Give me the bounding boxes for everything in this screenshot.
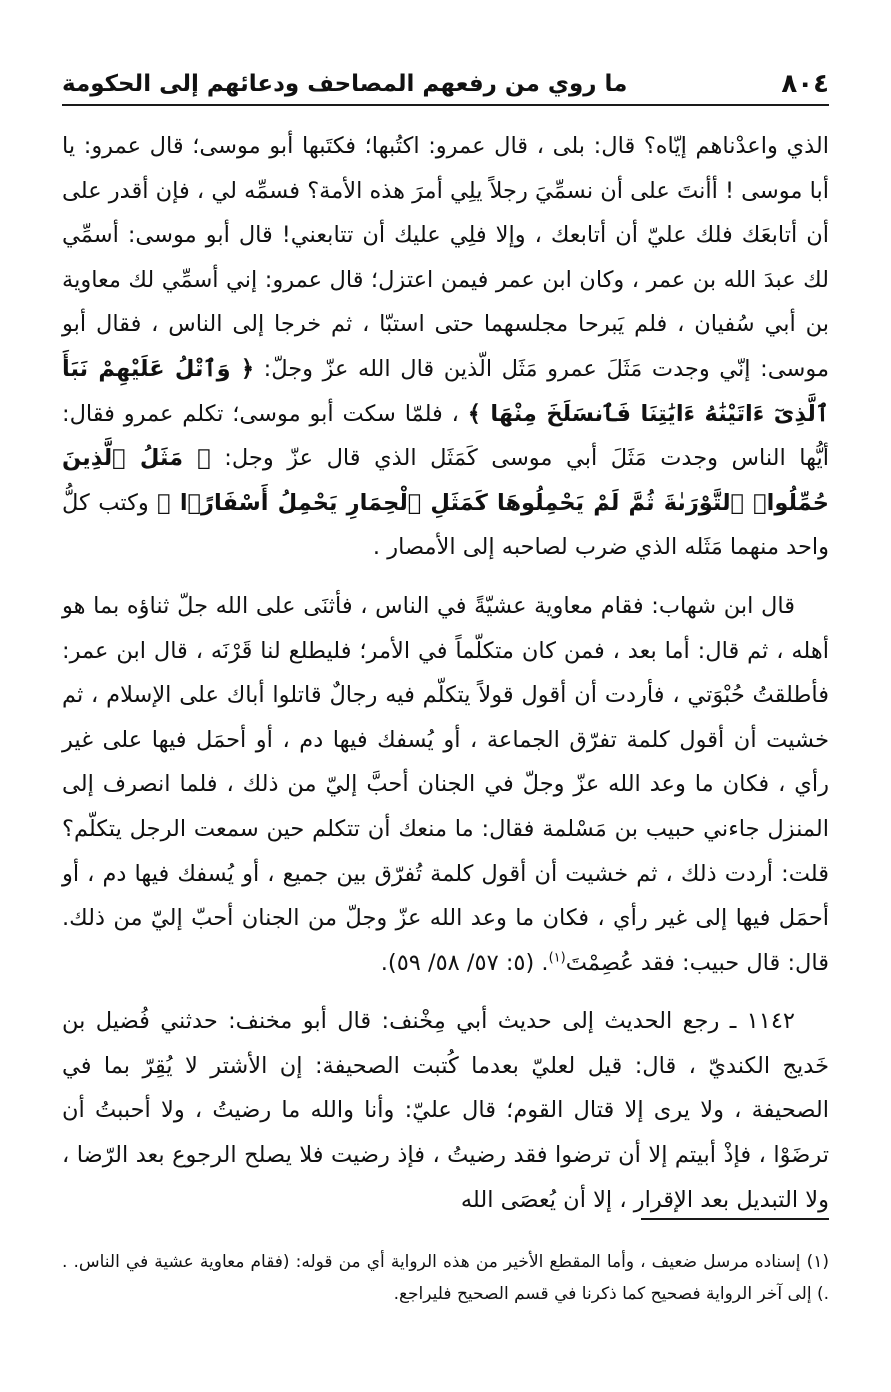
page-number: ٨٠٤ — [781, 69, 829, 99]
footnote-divider — [641, 1218, 829, 1220]
paragraph-1-after: وكتب كلُّ واحد منهما مَثَله الذي ضرب لصاحبه إلى الأمصار . — [62, 489, 829, 561]
quran-verse-2: ﴿ مَثَلُ ٱلَّذِينَ حُمِّلُوا۟ ٱلتَّوْرَىٰةَ ثُمَّ لَمْ يَحْمِلُوهَا كَمَثَلِ ٱلْحِمَارِ يَحْمِلُ أَسْفَارًۢا ﴾ — [62, 445, 829, 516]
running-title: ما روي من رفعهم المصاحف ودعائهم إلى الحكومة — [62, 71, 628, 97]
main-text — [62, 124, 829, 1236]
paragraph-2-text: قال ابن شهاب: فقام معاوية عشيّةً في الناس ، فأثنَى على الله جلّ ثناؤه بما هو أهله ، ثم قال: أما بعد ، فمن كان متكلّماً في الأمر؛ فليطلع لنا قَرْنَه ، قال ابن عمر: فأطلقتُ حُبْوَتي ، فأردت أن أقول قولاً يتكلّم فيه رجالٌ قاتلوا أباك على الإسلام ، ثم خشيت أن أقول كلمة تفرّق الجماعة ، أو يُسفك فيها دم ، أو أحمَل فيها على غير رأي ، فكان ما وعد الله عزّ وجلّ في الجنان أحبَّ إليّ من ذلك ، فلما انصرف إلى المنزل جاءني حبيب بن مَسْلمة فقال: ما منعك أن تتكلم حين سمعت الرجل يتكلّم؟ قلت: أردت ذلك ، ثم خشيت أن أقول كلمة تُفرّق بين جميع ، أو يُسفك فيها دم ، أو أحمَل فيها إلى غير رأي ، فكان ما وعد الله عزّ وجلّ من الجنان أحبّ إليّ من ذلك. قال: قال حبيب: فقد عُصِمْتَ — [62, 592, 829, 976]
page-header — [62, 64, 829, 106]
paragraph-2 — [62, 584, 829, 985]
footnote-reference[interactable]: (١) — [548, 950, 566, 966]
paragraph-1 — [62, 124, 829, 570]
footnote-marker: (١) — [806, 1252, 830, 1272]
paragraph-1-before: الذي واعدْناهم إيّاه؟ قال: بلى ، قال عمرو: اكتُبها؛ فكتَبها أبو موسى؛ قال عمرو: يا أبا موسى ! أأنتَ على أن نسمِّيَ رجلاً يلِي أمرَ هذه الأمة؟ فسمِّه لي ، فإن أقدر على أن أتابعَك فلك عليّ أن أتابعك ، وإلا فلِي عليك أن تتابعني! قال أبو موسى: أسمِّي لك عبدَ الله بن عمر ، وكان ابن عمر فيمن اعتزل؛ قال عمرو: إني أسمِّي لك معاوية بن أبي سُفيان ، فلم يَبرحا مجلسهما حتى استبّا ، ثم خرجا إلى الناس ، فقال أبو موسى: إنّي وجدت مَثَلَ عمرو مَثَل الّذين قال الله عزّ وجلّ: — [62, 133, 829, 382]
footnote — [62, 1246, 829, 1310]
paragraph-2-citation: . (٥: ٥٧/ ٥٨/ ٥٩). — [380, 949, 549, 976]
paragraph-3 — [62, 999, 829, 1222]
footnote-text: إسناده مرسل ضعيف ، وأما المقطع الأخير من هذه الرواية أي من قوله: (فقام معاوية عشية في الناس. . .) إلى آخر الرواية فصحيح كما ذكرنا في قسم الصحيح فليراجع. — [62, 1252, 829, 1304]
paragraph-3-text: ١١٤٢ ـ رجع الحديث إلى حديث أبي مِخْنف: قال أبو مخنف: حدثني فُضيل بن خَديج الكنديّ ، قال: قيل لعليّ بعدما كُتبت الصحيفة: إن الأشتر لا يُقِرّ بما في الصحيفة ، ولا يرى إلا قتال القوم؛ قال عليّ: وأنا والله ما رضيتُ ، ولا أحببتُ أن ترضَوْا ، فإذْ أبيتم إلا أن ترضوا فقد رضيتُ ، فإذ رضيت فلا يصلح الرجوع بعد الرّضا ، ولا التبديل بعد الإقرار ، إلا أن يُعصَى الله — [62, 1008, 829, 1213]
paragraph-1-middle: ، فلمّا سكت أبو موسى؛ تكلم عمرو فقال: أيُّها الناس وجدت مَثَلَ أبي موسى كَمَثَل الذي قال عزّ وجل: — [62, 400, 829, 472]
quran-verse-1: ﴿ وَٱتْلُ عَلَيْهِمْ نَبَأَ ٱلَّذِىٓ ءَاتَيْنَٰهُ ءَايَٰتِنَا فَٱنسَلَخَ مِنْهَا ﴾ — [62, 355, 829, 427]
